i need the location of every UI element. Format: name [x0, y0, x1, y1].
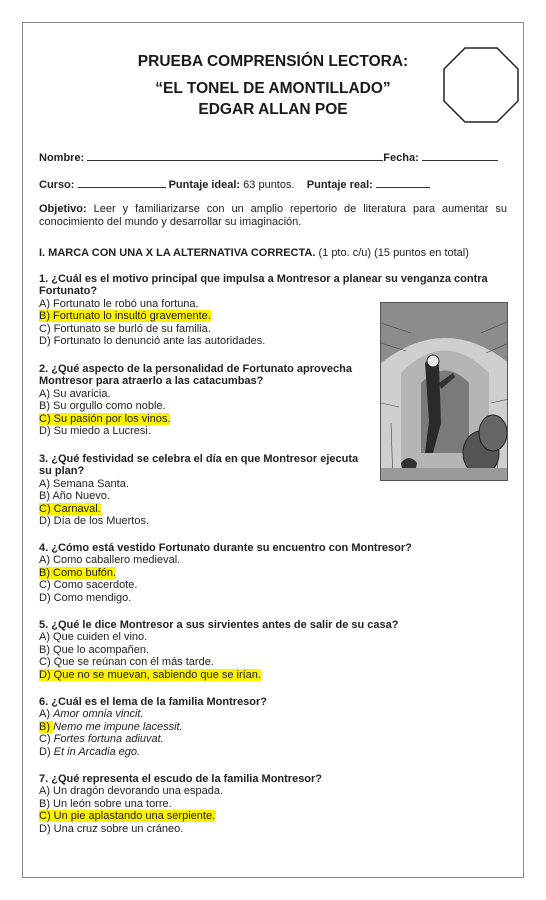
question-text: 6. ¿Cuál es el lema de la familia Montresor?	[39, 696, 268, 708]
nombre-line[interactable]	[87, 151, 383, 161]
question-text: 4. ¿Cómo está vestido Fortunato durante su encuentro con Montresor?	[39, 542, 412, 554]
worksheet-page	[22, 22, 524, 878]
option-b[interactable]: B) Como bufón.	[39, 566, 117, 579]
question-3	[39, 453, 369, 527]
title-line-2: “EL TONEL DE AMONTILLADO”	[155, 80, 391, 97]
section-points-note: (1 pto. c/u) (15 puntos en total)	[315, 247, 469, 259]
story-illustration	[380, 302, 508, 481]
option-c[interactable]: C) Que se reúnan con él más tarde.	[39, 656, 214, 669]
option-a[interactable]: A) Su avaricia.	[39, 387, 111, 400]
title-line-3: EDGAR ALLAN POE	[198, 101, 348, 118]
option-a[interactable]: A) Como caballero medieval.	[39, 554, 181, 567]
question-text: 7. ¿Qué representa el escudo de la familia Montresor?	[39, 773, 323, 785]
fecha-line[interactable]	[422, 151, 498, 161]
option-c[interactable]: C) Fortunato se burló de su familia.	[39, 322, 211, 335]
nombre-label: Nombre:	[39, 152, 85, 164]
puntaje-real-label: Puntaje real:	[306, 179, 373, 191]
option-a[interactable]: A) Que cuiden el vino.	[39, 631, 148, 644]
option-d[interactable]: D) Como mendigo.	[39, 591, 132, 604]
puntaje-ideal-label: Puntaje ideal:	[168, 179, 241, 191]
question-text: 5. ¿Qué le dice Montresor a sus sirvientes antes de salir de su casa?	[39, 619, 399, 631]
question-text: 1. ¿Cuál es el motivo principal que impulsa a Montresor a planear su venganza contra Fortunato?	[39, 273, 488, 298]
section-instruction: I. MARCA CON UNA X LA ALTERNATIVA CORRECTA.	[39, 247, 316, 259]
question-2	[39, 363, 369, 437]
question-7	[39, 773, 509, 835]
option-b[interactable]: B) Que lo acompañen.	[39, 643, 150, 656]
option-d[interactable]: D) Día de los Muertos.	[39, 515, 150, 528]
option-b[interactable]: B) Nemo me impune lacessit.	[39, 720, 183, 733]
grade-octagon-box	[443, 47, 519, 123]
objective-label: Objetivo:	[39, 203, 87, 215]
puntaje-real-line[interactable]	[376, 178, 430, 188]
title-line-1: PRUEBA COMPRENSIÓN LECTORA:	[137, 53, 409, 70]
option-d[interactable]: D) Que no se muevan, sabiendo que se irían.	[39, 668, 261, 681]
course-score-row	[39, 178, 430, 191]
puntaje-ideal-value: 63 puntos.	[240, 179, 295, 191]
option-a[interactable]: A) Semana Santa.	[39, 477, 129, 490]
fecha-label: Fecha:	[383, 152, 419, 164]
section-heading	[39, 247, 469, 259]
option-a[interactable]: A) Un dragón devorando una espada.	[39, 785, 224, 798]
curso-label: Curso:	[39, 179, 75, 191]
question-4	[39, 542, 509, 604]
option-d[interactable]: D) Et in Arcadia ego.	[39, 745, 141, 758]
option-b[interactable]: B) Su orgullo como noble.	[39, 400, 166, 413]
objective-paragraph	[39, 203, 507, 229]
option-c[interactable]: C) Como sacerdote.	[39, 579, 138, 592]
option-a[interactable]: A) Fortunato le robó una fortuna.	[39, 297, 199, 310]
name-date-row	[39, 151, 498, 164]
option-c[interactable]: C) Su pasión por los vinos.	[39, 412, 171, 425]
question-5	[39, 619, 509, 681]
option-b[interactable]: B) Año Nuevo.	[39, 490, 110, 503]
option-c[interactable]: C) Fortes fortuna adiuvat.	[39, 733, 164, 746]
option-c[interactable]: C) Carnaval.	[39, 502, 101, 515]
option-d[interactable]: D) Su miedo a Lucresi.	[39, 425, 151, 438]
question-text: 2. ¿Qué aspecto de la personalidad de Fortunato aprovecha Montresor para atraerlo a las catacumbas?	[39, 363, 352, 388]
question-6	[39, 696, 509, 758]
catacomb-scene-image	[381, 303, 508, 481]
option-d[interactable]: D) Fortunato lo denunció ante las autoridades.	[39, 335, 266, 348]
option-a[interactable]: A) Amor omnia vincit.	[39, 708, 144, 721]
option-c[interactable]: C) Un pie aplastando una serpiente.	[39, 810, 216, 823]
option-b[interactable]: B) Fortunato lo insultó gravemente.	[39, 310, 211, 323]
option-b[interactable]: B) Un león sobre una torre.	[39, 797, 172, 810]
option-d[interactable]: D) Una cruz sobre un cráneo.	[39, 822, 184, 835]
question-text: 3. ¿Qué festividad se celebra el día en que Montresor ejecuta su plan?	[39, 453, 359, 478]
curso-line[interactable]	[78, 178, 166, 188]
objective-text: Leer y familiarizarse con un amplio repertorio de literatura para aumentar su conocimiento del mundo y desarrollar su imaginación.	[39, 203, 507, 228]
